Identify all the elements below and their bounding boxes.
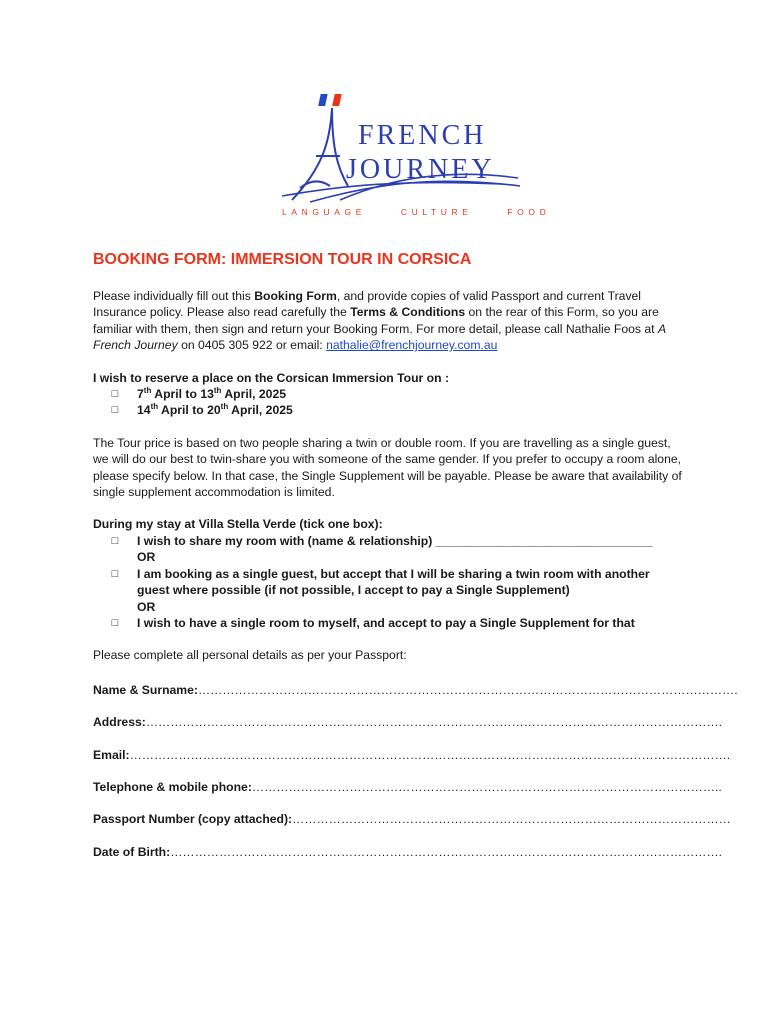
reserve-heading: I wish to reserve a place on the Corsican Immersion Tour on : <box>93 370 450 385</box>
intro-paragraph <box>93 288 683 354</box>
field-dots: ……………………………………………………………………………………………………………………. <box>197 682 738 697</box>
date-option-1-label <box>137 386 286 402</box>
form-content <box>93 250 738 876</box>
checkbox-date-2[interactable]: □ <box>111 404 119 417</box>
stay-option-share <box>93 533 683 549</box>
intro-text-3: on the rear of this Form, so you are familiar with them, then sign and return your Booking Form. For more detail, please call Nathalie Foos at <box>93 305 659 336</box>
m2: April, 2025 <box>228 403 293 418</box>
checkbox-single-guest[interactable]: □ <box>111 567 119 580</box>
date-option-2-label <box>137 402 293 418</box>
logo-word-french: FRENCH <box>358 120 487 151</box>
intro-bold-terms: Terms & Conditions <box>350 305 466 320</box>
d1: 14 <box>137 403 151 418</box>
stay-option-single-guest <box>93 566 683 599</box>
stay-option-single-room-label: I wish to have a single room to myself, and accept to pay a Single Supplement for that <box>137 615 635 630</box>
sup: th <box>143 385 152 395</box>
d1: 7 <box>137 387 144 402</box>
phone-field[interactable] <box>93 779 722 795</box>
sup: th <box>213 385 222 395</box>
checkbox-date-1[interactable]: □ <box>111 388 119 401</box>
field-dots: ……………………………………………………………………………………………… <box>292 812 731 827</box>
stay-option-single-guest-label: I am booking as a single guest, but accept that I will be sharing a twin room with another guest where possible (if not possible, I accept to pay a Single Supplement) <box>137 566 650 598</box>
personal-details-intro: Please complete all personal details as per your Passport: <box>93 648 407 663</box>
spacer <box>93 631 683 647</box>
stay-heading: During my stay at Villa Stella Verde (tick one box): <box>93 517 383 532</box>
french-flag-icon <box>318 94 342 106</box>
stay-option-single-room <box>93 615 683 631</box>
or-separator-2: OR <box>137 599 156 614</box>
field-dots: …………………………………………………………………………………………………….. <box>251 779 722 794</box>
french-journey-logo <box>270 88 551 223</box>
intro-text-4: on 0405 305 922 or email: <box>177 338 327 353</box>
field-label: Address: <box>93 715 146 730</box>
eiffel-tower-icon <box>292 108 348 200</box>
intro-text-1: Please individually fill out this <box>93 289 255 303</box>
field-label: Passport Number (copy attached): <box>93 812 293 827</box>
spacer <box>93 500 683 516</box>
m1: April to 13 <box>151 387 214 402</box>
logo-tagline: LANGUAGE CULTURE FOOD <box>282 207 551 217</box>
intro-bold-booking-form: Booking Form <box>254 289 337 303</box>
intro-company-name: A French Journey <box>93 321 666 353</box>
address-field[interactable] <box>93 714 723 730</box>
passport-field[interactable] <box>93 811 731 827</box>
m2: April, 2025 <box>221 387 287 402</box>
field-dots: ……………………………………………………………………………………………………………………………. <box>145 715 723 730</box>
intro-text-2: , and provide copies of valid Passport and current Travel Insurance policy. Please also read carefully the <box>93 289 642 320</box>
dob-field[interactable] <box>93 844 723 860</box>
date-option-1 <box>93 386 683 402</box>
price-paragraph: The Tour price is based on two people sharing a twin or double room. If you are travelling as a single guest, we will do our best to twin-share you with someone of the same gender. If you prefer to occupy a room alone, please specify below. In that case, the Single Supplement will be payable. Please be aware that availability of single supplement accommodation is limited. <box>93 435 682 500</box>
field-label: Telephone & mobile phone: <box>93 779 252 794</box>
page-title: BOOKING FORM: IMMERSION TOUR IN CORSICA <box>93 251 472 268</box>
sup: th <box>150 402 159 412</box>
field-label: Name & Surname: <box>93 682 198 697</box>
logo-word-journey: JOURNEY <box>346 154 495 185</box>
field-label: Email: <box>93 747 130 762</box>
logo-graphic <box>270 88 551 223</box>
or-separator-1: OR <box>137 550 156 565</box>
date-option-2 <box>93 402 683 418</box>
name-field[interactable] <box>93 682 738 698</box>
email-field[interactable] <box>93 747 731 763</box>
spacer <box>93 419 683 435</box>
field-dots: …………………………………………………………………………………………………………………………………. <box>129 747 731 762</box>
m1: April to 20 <box>158 403 221 418</box>
checkbox-single-room[interactable]: □ <box>111 616 119 629</box>
field-dots: ………………………………………………………………………………………………………………………. <box>170 844 723 859</box>
field-label: Date of Birth: <box>93 844 171 859</box>
stay-option-share-label: I wish to share my room with (name & relationship) ________________________________ <box>137 533 653 548</box>
email-link[interactable]: nathalie@frenchjourney.com.au <box>326 338 498 353</box>
checkbox-share[interactable]: □ <box>111 534 119 547</box>
sup: th <box>220 402 229 412</box>
